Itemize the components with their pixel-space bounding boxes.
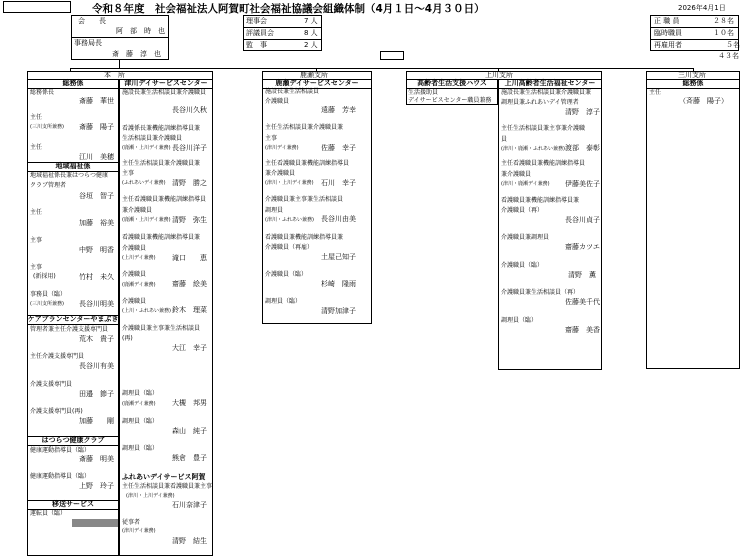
chiiki-header: 地域福祉係 (55, 162, 91, 170)
kamikawa-center-header: 上川高齢者生活福祉センター (504, 79, 596, 87)
role-label: 主事 (122, 170, 135, 177)
staff-count-label: 臨時職員 (654, 29, 682, 37)
role-label: 調理員（臨） (265, 298, 302, 305)
hatsu-header: はつらつ健康クラブ (41, 436, 105, 444)
staff-name: 石川奈津子 (172, 501, 207, 509)
staff-name: 清野加津子 (321, 307, 356, 315)
staff-count-label: 正 職 員 (654, 17, 680, 25)
role-label: 調理員（臨） (122, 445, 159, 452)
staff-count-total: ４３名 (718, 52, 739, 60)
staff-name: 熊倉 豊子 (172, 454, 207, 462)
role-label: 調理員（臨） (122, 418, 159, 425)
role-label: 介護支援専門員 (30, 381, 73, 388)
role-sub: (鹿瀬デイ兼務) (122, 282, 156, 288)
role-label: 介護職員兼生活相談員（再） (501, 289, 580, 296)
soumu-header: 総務係 (62, 79, 84, 87)
top-left-box (3, 1, 71, 13)
role-label: 生活援助員 (408, 89, 439, 96)
staff-name: 清野 弥生 (172, 216, 207, 224)
role-label: 主任生活相談員兼看護職員兼主事 (122, 483, 213, 490)
role-label: 看護職員兼機能訓練指導員兼 (265, 234, 344, 241)
staff-name: 中野 明香 (79, 246, 114, 254)
staff-name: 加藤 裕美 (79, 219, 114, 227)
role-sub: (鹿瀬デイ兼務) (122, 401, 156, 407)
role-sub: (新採用) (33, 273, 56, 280)
role-sub: (上川デイ兼務) (122, 255, 156, 261)
staff-name: 清野 淳子 (565, 108, 600, 116)
board-label: 理事会 (246, 17, 267, 25)
role-label: 管理者兼主任介護支援専門員 (30, 326, 109, 333)
staff-name: 清野 薫 (568, 271, 596, 279)
tsugawa-header: 津川デイサービスセンター (124, 79, 208, 87)
staff-name: 江川 美穂 (79, 153, 114, 161)
role-label: 調理員（臨） (122, 390, 159, 397)
role-label: 介護職員（再雇） (265, 244, 314, 251)
staff-name: 齋藤カツエ (565, 243, 600, 251)
staff-name: 伊藤美佐子 (565, 180, 600, 188)
page-title: 令和８年度 社会福祉法人阿賀町社会福祉協議会組織体制（4月１日～4月３０日） (92, 3, 485, 15)
board-count: 7 人 (304, 17, 318, 25)
board-label: 評議員会 (246, 29, 274, 37)
staff-name: 長谷川洋子 (172, 144, 207, 152)
role-label: 介護職員兼調理員 (501, 234, 550, 241)
role-sub: (鹿瀬・上川デイ兼務) (122, 217, 171, 223)
staff-count-label: 再雇用者 (654, 41, 682, 49)
staff-name: 石川 幸子 (321, 179, 356, 187)
staff-name: 荒木 貴子 (79, 335, 114, 343)
role-label: 介護支援専門員(再) (30, 408, 83, 415)
chair-name: 阿 部 時 也 (116, 27, 165, 35)
staff-name: 佐藤美千代 (565, 298, 600, 306)
role-label: 施設長兼生活相談員 (265, 88, 320, 95)
role-label: 生活相談員兼介護職員 (122, 135, 183, 142)
role-label: 兼介護職員 (265, 170, 296, 177)
role-label: 主任 (30, 114, 43, 121)
role-label: 主事 (30, 264, 43, 271)
branch-kanose-label: 鹿瀬支所 (300, 71, 328, 79)
staff-name: 杉崎 隆雨 (321, 280, 356, 288)
staff-name: 田邉 節子 (79, 390, 114, 398)
care-header: ケアプランセンターやまぶき (27, 315, 119, 323)
staff-name: 斎藤 明美 (79, 455, 114, 463)
role-sub: (津川・上川デイ兼務) (126, 493, 175, 499)
staff-name: 渡部 泰彰 (565, 144, 600, 152)
board-label: 監 事 (246, 41, 267, 49)
role-sub: (津川・鹿瀬・ふれあい兼務) (501, 146, 565, 152)
staff-name: 清野 結生 (172, 537, 207, 545)
role-label: 調理員（臨） (501, 317, 538, 324)
role-label: 看護係長兼機能訓練指導員兼 (122, 125, 201, 132)
role-label: 従事者 (122, 519, 141, 526)
role-label: 施設長兼生活相談員兼介護職員 (122, 89, 207, 96)
staff-name: 長谷川由美 (321, 215, 356, 223)
staff-name: 加藤 剛 (79, 417, 114, 425)
staff-count: １０名 (713, 29, 734, 37)
role-label: 主任 (30, 209, 43, 216)
staff-name: 森山 純子 (172, 427, 207, 435)
role-label: 介護職員（臨） (501, 262, 544, 269)
role-sub: (津川デイ兼務) (122, 528, 156, 534)
fureai-header: ふれあいデイサービス阿賀 (122, 473, 206, 481)
branch-mikawa-label: 三川支所 (678, 71, 706, 79)
role-label: 介護職員 (122, 245, 147, 252)
mikawa-soumu-header: 総務係 (682, 79, 704, 87)
staff-name: 齋藤 美香 (565, 326, 600, 334)
column-mikawa (646, 79, 740, 369)
role-sub: (津川デイ兼務) (265, 145, 299, 151)
staff-name: 長谷川貞子 (565, 216, 600, 224)
role-sub: (ふれあいデイ兼務) (122, 180, 166, 186)
staff-count: ５名 (726, 41, 740, 49)
role-label: デイサービスセンター職員兼務 (408, 97, 492, 104)
chair-label: 会 長 (78, 17, 106, 25)
role-label: 主任看護職員兼機能訓練指導員 (265, 160, 350, 167)
role-sub: (津川・ふれあい兼務) (265, 217, 314, 223)
staff-name: 土屋己知子 (321, 253, 356, 261)
board-count: 2 人 (304, 41, 318, 49)
staff-name: （斉藤 陽子） (679, 97, 728, 105)
role-label: 看護職員兼機能訓練指導員兼 (501, 197, 580, 204)
role-label: 介護職員（再） (501, 207, 544, 214)
role-label: 介護職員 (122, 298, 147, 305)
redacted-name (72, 519, 118, 527)
staff-name: 谷垣 智子 (79, 192, 114, 200)
iso-header: 移送サービス (52, 500, 94, 508)
staff-name: 長谷川有美 (79, 362, 114, 370)
role-sub: (津川・上川デイ兼務) (265, 180, 314, 186)
role-label: 介護職員 (265, 98, 290, 105)
role-label: 運転員（臨） (30, 510, 67, 517)
role-label: 主任介護支援専門員 (30, 353, 85, 360)
role-label: 介護職員兼主事兼生活相談員 (265, 196, 344, 203)
staff-name: 長谷川久秋 (172, 106, 207, 114)
role-label: クラブ管理者 (30, 182, 67, 189)
role-label: 主事 (265, 135, 278, 142)
staff-name: 佐藤 幸子 (321, 144, 356, 152)
role-label: 介護職員（臨） (265, 271, 308, 278)
support-house-header: 高齢者生活支援ハウス (417, 79, 487, 87)
staff-count: ２８名 (713, 17, 734, 25)
staff-name: 上野 玲子 (79, 482, 114, 490)
role-label: 調理員 (265, 207, 284, 214)
role-label: 看護職員兼機能訓練指導員兼 (122, 234, 201, 241)
role-label: 主任生活相談員兼主事兼介護職 (501, 125, 586, 132)
role-sub: (津川・鹿瀬デイ兼務) (501, 181, 550, 187)
role-label: 施設長兼生活相談員兼介護職員兼 (501, 89, 592, 96)
branch-kamikawa-label: 上川支所 (485, 71, 513, 79)
staff-name: 遠藤 芳幸 (321, 106, 356, 114)
role-label: 主任 (30, 144, 43, 151)
staff-name: 齋藤 絵美 (172, 280, 207, 288)
role-sub: (三川支所兼務) (30, 301, 64, 307)
role-label: 健康運動指導員（臨） (30, 473, 91, 480)
manager-name: 斎 藤 淳 也 (112, 50, 161, 58)
role-label: 主任生活相談員兼介護職員兼 (122, 160, 201, 167)
role-label: 主任生活相談員兼介護職員兼 (265, 124, 344, 131)
board-count: 8 人 (304, 29, 318, 37)
role-label: 事務員（臨） (30, 291, 67, 298)
role-sub: (上川・ふれあい兼務) (122, 308, 171, 314)
role-label: 介護職員兼主事兼生活相談員 (122, 325, 201, 332)
staff-name: 竹村 未久 (79, 273, 114, 281)
role-label: 主任看護職員兼機能訓練指導員 (501, 160, 586, 167)
role-label: 健康運動指導員（臨） (30, 447, 91, 454)
staff-name: 斎藤 華世 (79, 97, 114, 105)
role-label: 主事 (30, 237, 43, 244)
role-label: 主任 (649, 89, 662, 96)
role-label: 兼介護職員 (122, 207, 153, 214)
role-label: 員 (501, 136, 508, 143)
kanose-header: 鹿瀬デイサービスセンター (275, 79, 359, 87)
small-box (380, 51, 404, 60)
role-label: 地域福祉係長兼はつらつ健康 (30, 172, 108, 179)
role-sub: (三川支所兼務) (30, 124, 64, 130)
role-label: 総務係長 (30, 89, 55, 96)
role-label: 主任看護職員兼機能訓練指導員 (122, 196, 207, 203)
role-label: 介護職員 (122, 271, 147, 278)
staff-name: 大槻 邦男 (172, 399, 207, 407)
branch-honsho-label: 本 所 (104, 71, 125, 79)
staff-name: 清野 勝之 (172, 179, 207, 187)
staff-name: 斎藤 陽子 (79, 123, 114, 131)
staff-name: 滝口 恵 (172, 254, 207, 262)
staff-name: 大江 幸子 (172, 344, 207, 352)
role-label: (再) (122, 335, 133, 342)
staff-name: 鈴木 理菜 (172, 306, 207, 314)
document-date: 2026年4月1日 (678, 4, 726, 12)
role-label: 調理員兼ふれあいデイ管理者 (501, 99, 579, 106)
staff-name: 長谷川明美 (79, 300, 114, 308)
role-sub: (鹿瀬・上川デイ兼務) (122, 145, 171, 151)
role-label: 兼介護職員 (501, 171, 532, 178)
manager-label: 事務局長 (74, 39, 102, 47)
